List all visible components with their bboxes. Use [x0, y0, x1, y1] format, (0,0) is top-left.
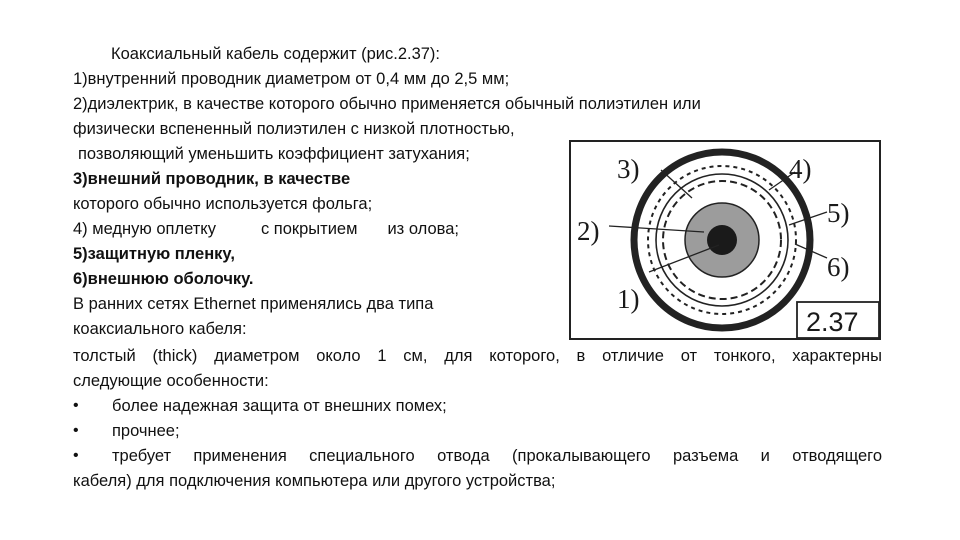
label-4: 4)	[789, 154, 812, 184]
bullet-2-marker: •	[73, 422, 79, 439]
intro-text: Коаксиальный кабель содержит (рис.2.37):	[111, 45, 441, 63]
bullet-3-continuation: кабеля) для подключения компьютера или другого устройства;	[73, 472, 556, 490]
item-3-line-1: 3)внешний проводник, в качестве	[73, 170, 351, 188]
thick-line-2: следующие особенности:	[73, 372, 269, 390]
label-2: 2)	[577, 216, 600, 246]
item-2-line-2: физически вспененный полиэтилен с низкой плотностью,	[73, 120, 515, 138]
item-4	[73, 219, 459, 239]
item-3-line-2: которого обычно используется фольга;	[73, 195, 373, 213]
item-2-line-1: 2)диэлектрик, в качестве которого обычно применяется обычный полиэтилен или	[73, 95, 701, 113]
bullet-1-text: более надежная защита от внешних помех;	[112, 397, 447, 415]
item-4-part-2: с покрытием	[260, 220, 358, 238]
item-5: 5)защитную пленку,	[73, 245, 235, 263]
bullet-1-marker: •	[73, 397, 79, 414]
label-6: 6)	[827, 252, 850, 282]
item-4-part-1: 4) медную оплетку	[73, 220, 216, 238]
ethernet-line-1: В ранних сетях Ethernet применялись два типа	[73, 295, 434, 313]
ethernet-line-2: коаксиального кабеля:	[73, 320, 247, 338]
item-4-part-3: из олова;	[387, 220, 459, 238]
label-1: 1)	[617, 284, 640, 314]
item-2-line-3: позволяющий уменьшить коэффициент затухания;	[78, 145, 470, 163]
figure-number: 2.37	[806, 307, 859, 337]
label-5: 5)	[827, 198, 850, 228]
bullet-2-text: прочнее;	[112, 422, 180, 440]
item-1: 1)внутренний проводник диаметром от 0,4 мм до 2,5 мм;	[73, 70, 510, 88]
bullet-3-marker: •	[73, 447, 79, 464]
inner-conductor	[707, 225, 737, 255]
label-3: 3)	[617, 154, 640, 184]
bullet-3-text: требует применения специального отвода (прокалывающего разъема и отводящего	[112, 447, 882, 465]
thick-line-1: толстый (thick) диаметром около 1 см, для которого, в отличие от тонкого, характерны	[73, 347, 882, 365]
coaxial-cable-figure	[569, 140, 881, 340]
item-6: 6)внешнюю оболочку.	[73, 270, 254, 288]
